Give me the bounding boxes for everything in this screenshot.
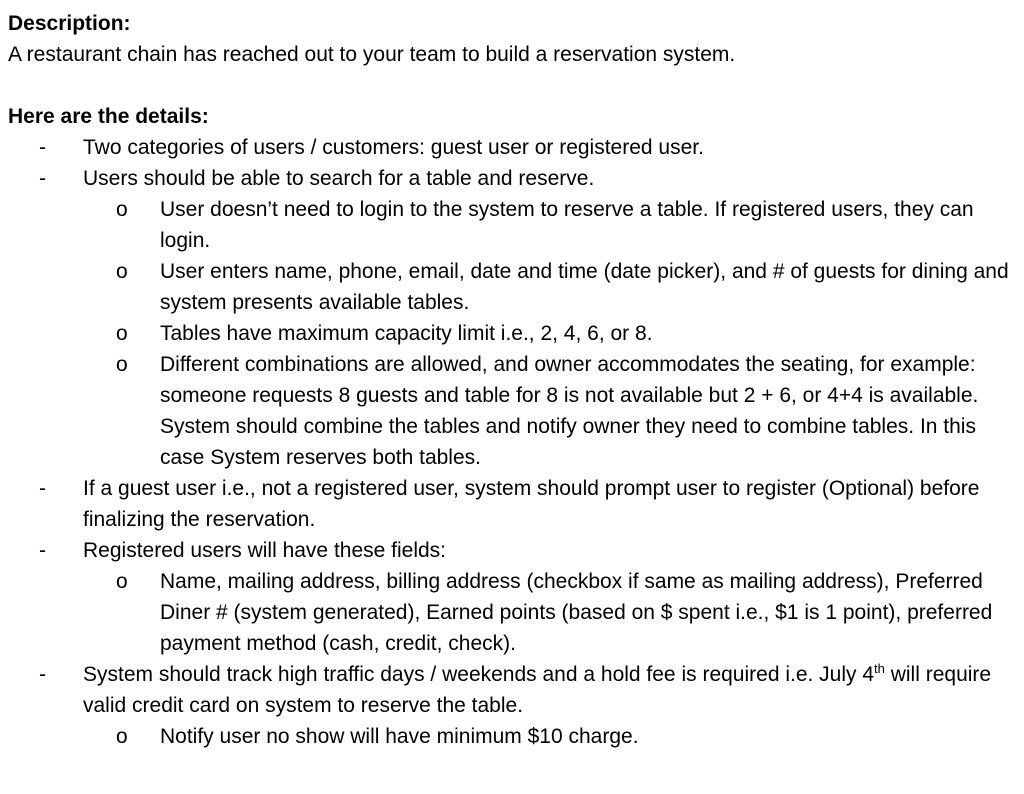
list-item: [8, 535, 1013, 659]
details-list: [8, 132, 1024, 752]
sub-list-item: [8, 349, 1010, 473]
circle-bullet: o: [116, 260, 128, 283]
circle-bullet: o: [116, 570, 128, 593]
description-heading: Description:: [8, 12, 131, 35]
circle-bullet: o: [116, 198, 128, 221]
list-item: [8, 163, 1013, 473]
circle-bullet: o: [116, 353, 128, 376]
sub-list-item: [8, 256, 1010, 318]
dash-bullet: -: [39, 477, 46, 500]
description-text: A restaurant chain has reached out to your team to build a reservation system.: [8, 43, 736, 66]
dash-bullet: -: [39, 136, 46, 159]
sub-list-item: [8, 318, 1010, 349]
sub-list-item: [8, 194, 1010, 256]
list-item-text: Registered users will have these fields:: [83, 539, 447, 562]
spacer: [8, 70, 1024, 101]
sub-list-item-text: Tables have maximum capacity limit i.e., 2, 4, 6, or 8.: [160, 322, 653, 345]
circle-bullet: o: [116, 322, 128, 345]
sub-list: [83, 566, 1013, 659]
sub-list-item: [8, 721, 1010, 752]
list-item-text: Two categories of users / customers: guest user or registered user.: [83, 136, 704, 159]
superscript: th: [874, 661, 885, 676]
sub-list-item-text: User doesn’t need to login to the system to reserve a table. If registered users, they can login.: [160, 198, 974, 252]
sub-list-item-text: Name, mailing address, billing address (checkbox if same as mailing address), Preferred Diner # (system generated), Earned points (based on $ spent i.e., $1 is 1 point), preferred payment method (cash, credit, check).: [160, 570, 993, 655]
sub-list: [83, 721, 1013, 752]
details-heading: Here are the details:: [8, 105, 209, 128]
dash-bullet: -: [39, 663, 46, 686]
sub-list-item-text: User enters name, phone, email, date and time (date picker), and # of guests for dining and system presents available tables.: [160, 260, 1009, 314]
dash-bullet: -: [39, 167, 46, 190]
circle-bullet: o: [116, 725, 128, 748]
sub-list-item-text: Notify user no show will have minimum $10 charge.: [160, 725, 639, 748]
list-item-text: If a guest user i.e., not a registered user, system should prompt user to register (Optional) before finalizing the reservation.: [83, 477, 980, 531]
list-item: [8, 132, 1013, 163]
sub-list-item: [8, 566, 1010, 659]
list-item-text: Users should be able to search for a table and reserve.: [83, 167, 595, 190]
sub-list: [83, 194, 1013, 473]
list-item-text-b: will require valid credit card on system to reserve the table.: [83, 663, 992, 717]
list-item-text-a: System should track high traffic days / weekends and a hold fee is required i.e. July 4: [83, 663, 875, 686]
dash-bullet: -: [39, 539, 46, 562]
sub-list-item-text: Different combinations are allowed, and owner accommodates the seating, for example: someone requests 8 guests and table for 8 is not available but 2 + 6, or 4+4 is available. System should combine the tables and notify owner they need to combine tables. In this case System reserves both tables.: [160, 353, 979, 469]
list-item: [8, 659, 1013, 752]
list-item: [8, 473, 1013, 535]
